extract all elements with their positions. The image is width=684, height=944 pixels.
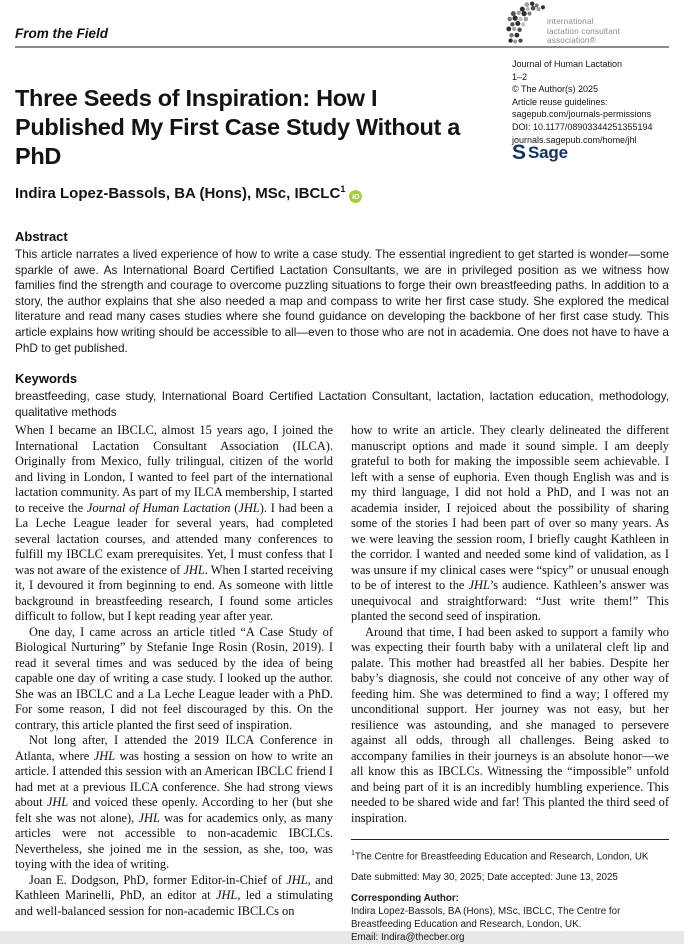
affiliation-footnote bbox=[351, 847, 669, 863]
journal-home-link[interactable]: journals.sagepub.com/home/jhl bbox=[512, 134, 637, 145]
corresponding-author-heading: Corresponding Author: bbox=[351, 893, 459, 905]
sage-wordmark: Sage bbox=[528, 143, 568, 162]
footnote-rule bbox=[351, 839, 669, 840]
abstract-text: This article narrates a lived experience of how to write a case study. The essential ingredient to get started is wonder—some sparkle of awe. As International Board Certified Lactation Consultants, we are in privileged position as we witness how families find the strength and courage to overcome puzzling situations to forge their own breastfeeding paths. In addition to a story, the author explains that she also needed a map and compass to write her first case study. She explored the medical literature and read many cases studies where she found guidance on developing the backbone of her first case study. This article explains how writing should be accessible to all—even to those who are not in academia. One does not have to have a PhD to get published. bbox=[15, 247, 669, 355]
copyright-line: © The Author(s) 2025 bbox=[512, 84, 599, 95]
footnote-block bbox=[351, 839, 669, 944]
corresponding-author-group bbox=[351, 892, 669, 944]
section-label: From the Field bbox=[15, 26, 109, 41]
author-name: Indira Lopez-Bassols, BA (Hons), MSc, IBCLC bbox=[15, 185, 341, 202]
ilca-logo bbox=[504, 1, 620, 46]
sage-s-icon: S bbox=[512, 141, 526, 164]
submission-dates: Date submitted: May 30, 2025; Date accepted: June 13, 2025 bbox=[351, 872, 618, 884]
right-column bbox=[351, 423, 669, 944]
ilca-logo-text bbox=[547, 17, 620, 46]
author-line bbox=[15, 184, 362, 203]
body-paragraph: Not long after, I attended the 2019 ILCA Conference in Atlanta, where JHL was hosting a session on how to write an article. I attended this session with an American IBCLC friend I had met at a previous ILCA conference. She had strong views about JHL and voiced these openly. According to her (but she felt she was not alone), JHL was for academics only, as many articles were not accessible to non-academic IBCLCs. Nevertheless, she joined me in the session, as she, too, was toying with the idea of writing. bbox=[15, 733, 333, 871]
keywords-text: breastfeeding, case study, International Board Certified Lactation Consultant, lactation, lactation education, methodology, qualitative methods bbox=[15, 389, 669, 419]
abstract-section bbox=[15, 229, 669, 420]
ilca-name-line: association® bbox=[547, 35, 596, 46]
ilca-dots-icon bbox=[504, 1, 546, 46]
keywords-heading: Keywords bbox=[15, 371, 78, 387]
permissions-link[interactable]: sagepub.com/journals-permissions bbox=[512, 109, 652, 120]
ilca-name-line: international bbox=[547, 16, 594, 26]
body-paragraph: how to write an article. They clearly delineated the different manuscript options and made it sound simple. I am deeply grateful to both for making the impossible seem achievable. I left with a sense of euphoria. Even though English was and is my third language, I did not hold a PhD, and I was not an academia insider, I rejoiced about the possibility of sharing some of the stories I had been part of over so many years. As we were leaving the session room, I briefly caught Kathleen in the corridor. I wanted and needed some kind of validation, as I was unsure if my clinical cases were “spicy” or unusual enough to be of interest to the JHL’s audience. Kathleen’s answer was unequivocal and straightforward: “Just write them!” This planted the second seed of inspiration. bbox=[351, 423, 669, 623]
ilca-name-line: lactation consultant bbox=[547, 25, 621, 36]
author-affiliation-mark: 1 bbox=[340, 184, 346, 194]
sage-logo bbox=[512, 143, 568, 163]
abstract-heading: Abstract bbox=[15, 229, 68, 244]
doi-line: DOI: 10.1177/08903344251355194 bbox=[512, 121, 653, 132]
body-paragraph: When I became an IBCLC, almost 15 years ago, I joined the International Lactation Consultant Association (ILCA). Originally from Mexico, fully trilingual, citizen of the world and living in London, I wanted to feel part of the international lactation community. As part of my ILCA membership, I started to receive the Journal of Human Lactation (JHL). I had been a La Leche League leader for several years, had completed several lactation courses, and attended many conferences to fulfill my IBCLC exam prerequisites. Yet, I must confess that I was not aware of the existence of JHL. When I started receiving it, I devoured it from beginning to end. As someone with little background in breastfeeding research, I found some articles difficult to follow, but I kept reading year after year. bbox=[15, 423, 333, 623]
reuse-guidelines-label: Article reuse guidelines: bbox=[512, 96, 608, 107]
journal-name: Journal of Human Lactation bbox=[512, 59, 623, 69]
header-rule bbox=[15, 46, 669, 48]
affiliation-footnote-mark: 1 bbox=[351, 850, 355, 857]
body-paragraph: Joan E. Dodgson, PhD, former Editor-in-Chief of JHL, and Kathleen Marinelli, PhD, an editor at JHL, led a stimulating and well-balanced session for non-academic IBCLCs on bbox=[15, 872, 333, 918]
body-paragraph: One day, I came across an article titled “A Case Study of Biological Nurturing” by Stefanie Inge Rosin (Rosin, 2019). I read it several times and was seduced by the idea of being capable one day of writing a case study. I looked up the author. She was an IBCLC and a La Leche League leader with a PhD. For some reason, I did not feel discouraged by this. On the contrary, this article planted the first seed of inspiration. bbox=[15, 624, 333, 732]
journal-info-block bbox=[512, 58, 672, 146]
article-body bbox=[15, 423, 669, 944]
article-title: Three Seeds of Inspiration: How I Published My First Case Study Without a PhD bbox=[15, 85, 461, 169]
orcid-icon[interactable]: iD bbox=[349, 190, 362, 203]
corresponding-author-text: Indira Lopez-Bassols, BA (Hons), MSc, IBCLC, The Centre for Breastfeeding Education and Research, London, UK. bbox=[351, 906, 621, 931]
affiliation-footnote-text: The Centre for Breastfeeding Education and Research, London, UK bbox=[354, 851, 649, 863]
page-range: 1–2 bbox=[512, 71, 528, 82]
body-paragraph: Around that time, I had been asked to support a family who was expecting their fourth baby with a unilateral cleft lip and palate. This mother had breastfed all her babies. Despite her baby’s diagnosis, she could not conceive of any other way of feeding him. She was determined to find a way; I offered my unconditional support. Her journey was not easy, but her resilience was astounding, and she managed to persevere against all odds, through all challenges. Being asked to accompany families in their journeys is an absolute honor—we all know this as IBCLCs. Witnessing the “impossible” unfold and being part of it is an incredibly humbling experience. This needed to be shared wide and far! This planted the third seed of inspiration. bbox=[351, 624, 669, 825]
corresponding-author-email[interactable]: Email: Indira@thecber.org bbox=[351, 932, 465, 944]
left-column bbox=[15, 423, 333, 944]
